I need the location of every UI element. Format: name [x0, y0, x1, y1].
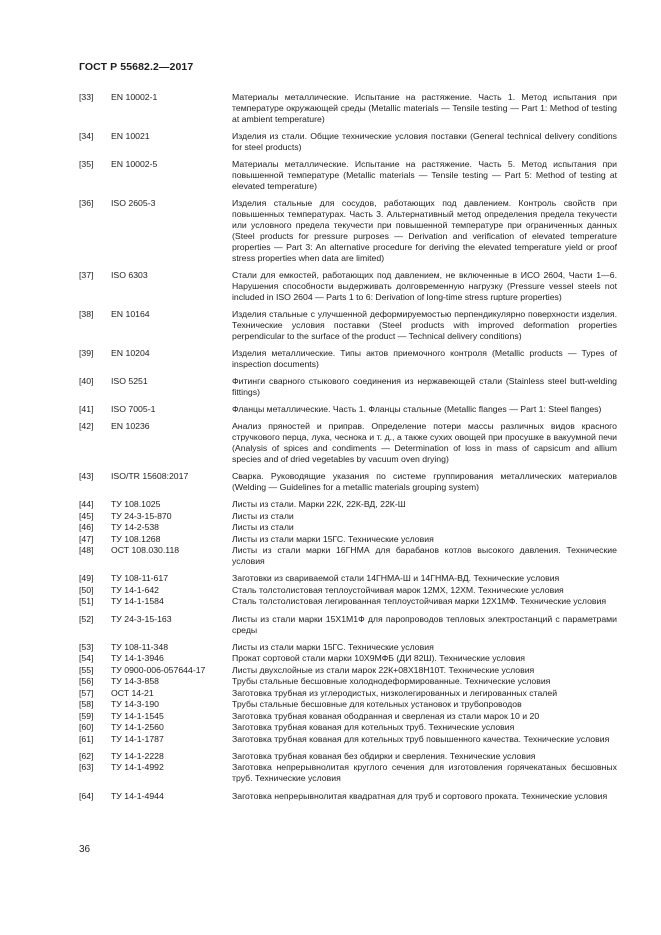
reference-title: Листы из стали марки 15ГС. Технические условия — [232, 641, 434, 652]
reference-number: [33] — [79, 92, 94, 102]
reference-title: Заготовка трубная кованая ободранная и сверленая из стали марок 10 и 20 — [232, 710, 540, 721]
reference-entry — [79, 471, 617, 493]
reference-code: ТУ 108.1268 — [111, 533, 161, 544]
reference-title: Листы из стали марки 16ГНМА для барабанов котлов высокого давления. Технические условия — [232, 545, 617, 567]
reference-title: Анализ пряностей и приправ. Определение потери массы различных видов красного стручкового перца, лука, чеснока и т. д., а также сухих овощей при просушке в вакуумной печи (Analysis of spices and condiments — Determination of loss in mass of capsicum and allium species and of dried vegetables by vacuum oven drying) — [232, 421, 617, 465]
reference-title: Сталь толстолистовая легированная теплоустойчивая марки 12Х1МФ. Технические условия — [232, 596, 607, 607]
reference-title: Листы из стали — [232, 510, 294, 521]
reference-title: Заготовки из свариваемой стали 14ГНМА-Ш и 14ГНМА-ВД. Технические условия — [232, 573, 560, 584]
reference-title: Фланцы металлические. Часть 1. Фланцы стальные (Metallic flanges — Part 1: Steel flanges) — [232, 404, 602, 415]
reference-code: ТУ 14-1-1584 — [111, 596, 164, 607]
reference-title: Листы из стали марки 15Х1М1Ф для паропроводов тепловых электростанций с параметрами среды — [232, 613, 617, 635]
reference-number: [38] — [79, 308, 94, 319]
reference-title: Листы из стали марки 15ГС. Технические условия — [232, 533, 434, 544]
reference-number: [39] — [79, 347, 94, 358]
reference-entry — [79, 348, 617, 370]
reference-entry — [79, 309, 617, 342]
reference-title: Заготовка трубная кованая для котельных труб повышенного качества. Технические условия — [232, 733, 610, 744]
reference-entry — [79, 522, 617, 533]
reference-title: Фитинги сварного стыкового соединения из нержавеющей стали (Stainless steel butt-welding fittings) — [232, 376, 617, 397]
reference-entry — [79, 642, 617, 653]
reference-title: Трубы стальные бесшовные холоднодеформированные. Технические условия — [232, 676, 551, 687]
page-header: ГОСТ Р 55682.2—2017 — [79, 61, 194, 73]
reference-entry — [79, 653, 617, 664]
reference-code: ТУ 14-1-3946 — [111, 653, 164, 664]
reference-number: [37] — [79, 269, 94, 280]
bibliography-list — [79, 92, 617, 808]
reference-entry — [79, 676, 617, 687]
reference-entry — [79, 762, 617, 784]
reference-entry — [79, 711, 617, 722]
reference-title: Листы из стали — [232, 522, 294, 533]
reference-entry — [79, 665, 617, 676]
reference-code: ТУ 0900-006-057644-17 — [111, 664, 206, 675]
reference-number: [63] — [79, 762, 94, 773]
reference-title: Заготовка непрерывнолитая квадратная для труб и сортового проката. Технические условия — [232, 790, 608, 801]
reference-code: EN 10021 — [111, 131, 150, 142]
reference-entry — [79, 499, 617, 510]
reference-number: [43] — [79, 471, 94, 482]
reference-code: ISO 2605-3 — [111, 198, 156, 209]
reference-number: [57] — [79, 687, 94, 698]
page-number: 36 — [79, 844, 91, 855]
reference-title: Изделия металлические. Типы актов приемочного контроля (Metallic products — Types of inspection documents) — [232, 347, 617, 369]
reference-title: Заготовка непрерывнолитая круглого сечения для изготовления горячекатаных бесшовных труб. Технические условия — [232, 762, 617, 784]
reference-code: ТУ 108-11-617 — [111, 573, 169, 584]
reference-code: ТУ 14-3-858 — [111, 676, 160, 687]
reference-title: Сварка. Руководящие указания по системе группирования металлических материалов (Welding — Guidelines for a metallic materials grouping system) — [232, 471, 617, 493]
reference-code: ТУ 14-1-642 — [111, 584, 160, 595]
reference-entry — [79, 376, 617, 398]
reference-number: [42] — [79, 421, 94, 432]
reference-code: ТУ 14-3-190 — [111, 699, 160, 710]
reference-title: Изделия из стали. Общие технические условия поставки (General technical delivery conditions for steel products) — [232, 131, 617, 152]
reference-code: ТУ 24-3-15-163 — [111, 613, 172, 624]
reference-code: ISO/TR 15608:2017 — [111, 471, 189, 482]
reference-entry — [79, 722, 617, 733]
reference-code: EN 10164 — [111, 308, 150, 319]
reference-number: [35] — [79, 159, 94, 170]
reference-title: Прокат сортовой стали марки 10Х9МФБ (ДИ 82Ш). Технические условия — [232, 653, 526, 664]
reference-number: [46] — [79, 522, 94, 533]
reference-code: EN 10002-1 — [111, 92, 158, 102]
reference-entry — [79, 791, 617, 802]
reference-entry — [79, 751, 617, 762]
reference-code: ТУ 14-2-538 — [111, 522, 160, 533]
reference-title: Изделия стальные для сосудов, работающих под давлением. Контроль свойств при повышенных температурах. Часть 3. Альтернативный метод определения предела текучести или условного предела текучести при повышенной температуре при ограниченных данных (Steel products for pressure purposes — Derivation and verification of elevated temperature properties — Part 3: An alternative procedure for deriving the elevated temperature yield or proof stress properties when data are limited) — [232, 198, 617, 263]
reference-number: [58] — [79, 699, 94, 710]
reference-entry — [79, 92, 617, 125]
reference-code: EN 10204 — [111, 347, 150, 358]
reference-number: [36] — [79, 198, 94, 209]
reference-entry — [79, 198, 617, 263]
reference-code: EN 10002-5 — [111, 159, 158, 170]
reference-title: Сталь толстолистовая теплоустойчивая марок 12МХ, 12ХМ. Технические условия — [232, 584, 564, 595]
reference-code: ISO 7005-1 — [111, 404, 156, 415]
reference-entry — [79, 573, 617, 584]
reference-entry — [79, 534, 617, 545]
reference-code: ТУ 14-1-4944 — [111, 790, 164, 801]
reference-entry — [79, 585, 617, 596]
reference-code: ISO 5251 — [111, 376, 148, 387]
reference-code: EN 10236 — [111, 421, 150, 432]
reference-title: Изделия стальные с улучшенной деформируемостью перпендикулярно поверхности изделия. Технические условия поставки (Steel products with improved deformation properties perpendicular to the surface of the product — Technical delivery conditions) — [232, 308, 617, 341]
reference-number: [56] — [79, 676, 94, 687]
reference-entry — [79, 270, 617, 303]
reference-title: Трубы стальные бесшовные для котельных установок и трубопроводов — [232, 699, 522, 710]
reference-title: Стали для емкостей, работающих под давлением, не включенные в ИСО 2604, Части 1—6. Нарушения способности выдерживать долговременную нагрузку (Pressure vessel steels not included in ISO 2604 — Parts 1 to 6: Derivation of long-time stress rupture properties) — [232, 269, 617, 302]
reference-code: ОСТ 14-21 — [111, 687, 154, 698]
reference-entry — [79, 688, 617, 699]
reference-number: [40] — [79, 376, 94, 387]
reference-number: [47] — [79, 533, 94, 544]
reference-number: [49] — [79, 573, 94, 584]
reference-number: [54] — [79, 653, 94, 664]
reference-title: Заготовка трубная кованая для котельных труб. Технические условия — [232, 722, 515, 733]
reference-number: [60] — [79, 722, 94, 733]
reference-number: [34] — [79, 131, 94, 142]
reference-title: Листы из стали. Марки 22К, 22К-ВД, 22К-Ш — [232, 499, 406, 510]
reference-entry — [79, 545, 617, 567]
reference-entry — [79, 131, 617, 153]
reference-code: ISO 6303 — [111, 269, 148, 280]
reference-entry — [79, 699, 617, 710]
reference-number: [45] — [79, 510, 94, 521]
reference-code: ТУ 14-1-1545 — [111, 710, 164, 721]
reference-code: ТУ 108.1025 — [111, 499, 161, 510]
reference-number: [64] — [79, 790, 94, 801]
reference-title: Листы двухслойные из стали марок 22К+08Х18Н10Т. Технические условия — [232, 664, 535, 675]
reference-entry — [79, 404, 617, 415]
reference-code: ТУ 14-1-2228 — [111, 750, 164, 761]
reference-title: Заготовка трубная кованая без обдирки и сверления. Технические условия — [232, 750, 536, 761]
reference-number: [53] — [79, 641, 94, 652]
reference-number: [61] — [79, 733, 94, 744]
reference-code: ТУ 24-3-15-870 — [111, 510, 172, 521]
reference-entry — [79, 596, 617, 607]
reference-number: [50] — [79, 584, 94, 595]
reference-title: Материалы металлические. Испытание на растяжение. Часть 5. Метод испытания при повышенной температуре (Metallic materials — Tensile testing — Part 5: Method of testing at elevated temperature) — [232, 159, 617, 191]
reference-entry — [79, 159, 617, 192]
reference-entry — [79, 511, 617, 522]
reference-code: ТУ 108-11-348 — [111, 641, 169, 652]
reference-code: ТУ 14-1-2560 — [111, 722, 164, 733]
reference-number: [62] — [79, 750, 94, 761]
reference-entry — [79, 614, 617, 636]
reference-number: [59] — [79, 710, 94, 721]
reference-number: [55] — [79, 664, 94, 675]
reference-number: [44] — [79, 499, 94, 510]
reference-number: [52] — [79, 613, 94, 624]
reference-code: ТУ 14-1-1787 — [111, 733, 164, 744]
reference-code: ОСТ 108.030.118 — [111, 545, 180, 556]
reference-number: [41] — [79, 404, 94, 415]
reference-title: Материалы металлические. Испытание на растяжение. Часть 1. Метод испытания при температуре окружающей среды (Metallic materials — Tensile testing — Part 1: Method of testing at ambient temperature) — [232, 92, 617, 124]
reference-title: Заготовка трубная из углеродистых, низколегированных и легированных сталей — [232, 687, 558, 698]
reference-number: [51] — [79, 596, 94, 607]
reference-number: [48] — [79, 545, 94, 556]
reference-entry — [79, 734, 617, 745]
reference-entry — [79, 421, 617, 465]
reference-code: ТУ 14-1-4992 — [111, 762, 164, 773]
